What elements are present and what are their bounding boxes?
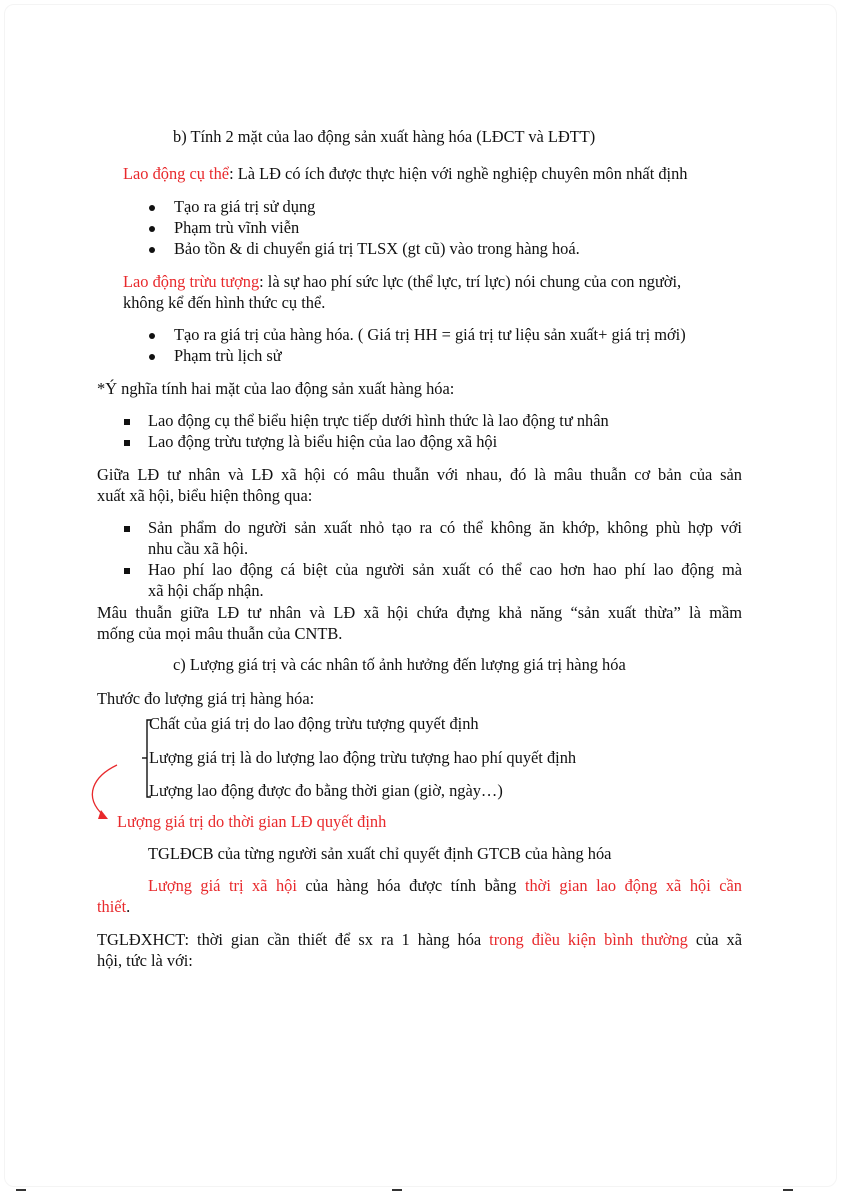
social-value-highlight: thời gian lao động xã hội cần — [524, 876, 742, 895]
meaning-bullet-2: Lao động trừu tượng là biểu hiện của lao động xã hội — [148, 432, 498, 451]
social-value-line-2 — [97, 896, 130, 919]
tgldcb-line: TGLĐCB của từng người sản xuất chỉ quyết định GTCB của hàng hóa — [148, 844, 612, 863]
abstract-labor-definition — [123, 271, 681, 294]
measure-heading: Thước đo lượng giá trị hàng hóa: — [97, 689, 315, 708]
bullet-square-icon — [124, 440, 130, 446]
concrete-bullet-1: Tạo ra giá trị sử dụng — [174, 197, 316, 216]
tgldxhct-line-1 — [97, 929, 742, 952]
meaning-heading: *Ý nghĩa tính hai mặt của lao động sản xuất hàng hóa: — [97, 379, 455, 398]
meaning-bullet-1: Lao động cụ thể biểu hiện trực tiếp dưới hình thức là lao động tư nhân — [148, 411, 609, 430]
contradiction-line-1: Giữa LĐ tư nhân và LĐ xã hội có mâu thuẫn với nhau, đó là mâu thuẫn cơ bản của sản — [97, 465, 742, 484]
bracket-item-3: Lượng lao động được đo bằng thời gian (giờ, ngày…) — [149, 781, 503, 800]
section-c-heading: c) Lượng giá trị và các nhân tố ảnh hưởng đến lượng giá trị hàng hóa — [173, 655, 626, 674]
measure-conclusion: Lượng giá trị do thời gian LĐ quyết định — [117, 812, 387, 831]
contradiction-summary-line-1: Mâu thuẫn giữa LĐ tư nhân và LĐ xã hội chứa đựng khả năng “sản xuất thừa” là mầm — [97, 603, 742, 622]
bullet-dot-icon — [149, 333, 155, 339]
bracket-item-1: Chất của giá trị do lao động trừu tượng quyết định — [149, 714, 479, 733]
concrete-bullet-3: Bảo tồn & di chuyển giá trị TLSX (gt cũ) vào trong hàng hoá. — [174, 239, 580, 258]
concrete-bullet-2: Phạm trù vĩnh viễn — [174, 218, 300, 237]
concrete-labor-term: Lao động cụ thể — [123, 164, 230, 183]
concrete-labor-text: : Là LĐ có ích được thực hiện với nghề nghiệp chuyên môn nhất định — [229, 164, 688, 183]
contradiction-bullet-2-line-2: xã hội chấp nhận. — [148, 581, 264, 600]
abstract-bullet-2: Phạm trù lịch sử — [174, 346, 282, 365]
bullet-square-icon — [124, 526, 130, 532]
social-value-line-1 — [148, 875, 742, 898]
abstract-labor-text: : là sự hao phí sức lực (thể lực, trí lực) nói chung của con người, — [259, 272, 682, 291]
bracket-item-2: Lượng giá trị là do lượng lao động trừu tượng hao phí quyết định — [149, 748, 577, 767]
abstract-labor-term: Lao động trừu tượng — [123, 272, 260, 291]
social-value-end: . — [126, 897, 131, 916]
social-value-middle: của hàng hóa được tính bằng — [296, 876, 525, 895]
tgldxhct-tail: của xã — [687, 930, 742, 949]
bullet-dot-icon — [149, 226, 155, 232]
bullet-dot-icon — [149, 205, 155, 211]
tgldxhct-highlight: trong điều kiện bình thường — [489, 930, 688, 949]
bullet-dot-icon — [149, 247, 155, 253]
contradiction-bullet-1-line-2: nhu cầu xã hội. — [148, 539, 249, 558]
section-b-heading: b) Tính 2 mặt của lao động sản xuất hàng hóa (LĐCT và LĐTT) — [173, 127, 596, 146]
contradiction-bullet-2-line-1: Hao phí lao động cá biệt của người sản xuất có thể cao hơn hao phí lao động mà — [148, 560, 742, 579]
abstract-labor-line2: không kể đến hình thức cụ thể. — [123, 293, 326, 312]
bullet-square-icon — [124, 568, 130, 574]
contradiction-line-2: xuất xã hội, biểu hiện thông qua: — [97, 486, 313, 505]
contradiction-bullet-1-line-1: Sản phẩm do người sản xuất nhỏ tạo ra có thể không ăn khớp, không phù hợp với — [148, 518, 742, 537]
bullet-square-icon — [124, 419, 130, 425]
contradiction-summary-line-2: mống của mọi mâu thuẫn của CNTB. — [97, 624, 343, 643]
concrete-labor-definition — [123, 163, 687, 186]
tgldxhct-lead: TGLĐXHCT: thời gian cần thiết để sx ra 1 hàng hóa — [97, 930, 490, 949]
social-value-highlight-2: thiết — [97, 897, 127, 916]
abstract-bullet-1: Tạo ra giá trị của hàng hóa. ( Giá trị HH = giá trị tư liệu sản xuất+ giá trị mới) — [174, 325, 686, 344]
tgldxhct-line-2: hội, tức là với: — [97, 951, 193, 970]
social-value-term: Lượng giá trị xã hội — [148, 876, 297, 895]
bullet-dot-icon — [149, 354, 155, 360]
